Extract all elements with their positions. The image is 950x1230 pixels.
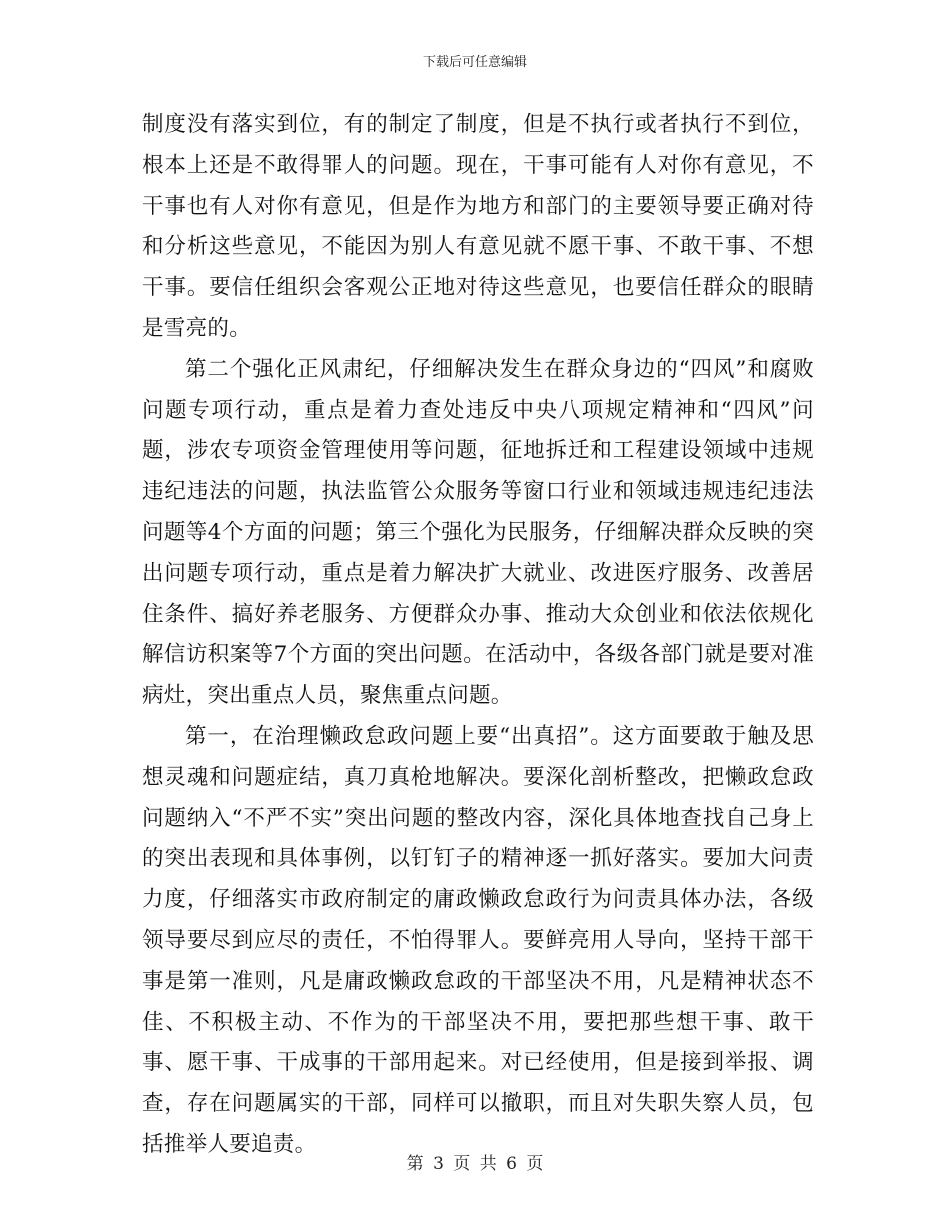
page-number-footer: 第 3 页 共 6 页 (406, 1154, 544, 1174)
paragraph-1: 制度没有落实到位，有的制定了制度，但是不执行或者执行不到位，根本上还是不敢得罪人的问题。现在，干事可能有人对你有意见，不干事也有人对你有意见，但是作为地方和部门的主要领导要正确对待和分析这些意见，不能因为别人有意见就不愿干事、不敢干事、不想干事。要信任组织会客观公正地对待这些意见，也要信任群众的眼睛是雪亮的。 (142, 112, 814, 341)
document-body (142, 105, 814, 1166)
paragraph-3: 第一，在治理懒政怠政问题上要“出真招”。这方面要敢于触及思想灵魂和问题症结，真刀真枪地解决。要深化剖析整改，把懒政怠政问题纳入“不严不实”突出问题的整改内容，深化具体地查找自己身上的突出表现和具体事例，以钉钉子的精神逐一抓好落实。要加大问责力度，仔细落实市政府制定的庸政懒政怠政行为问责具体办法，各级领导要尽到应尽的责任，不怕得罪人。要鲜亮用人导向，坚持干部干事是第一准则，凡是庸政懒政怠政的干部坚决不用，凡是精神状态不佳、不积极主动、不作为的干部坚决不用，要把那些想干事、敢干事、愿干事、干成事的干部用起来。对已经使用，但是接到举报、调查，存在问题属实的干部，同样可以撤职，而且对失职失察人员，包括推举人要追责。 (142, 723, 814, 1157)
paragraph-2: 第二个强化正风肃纪，仔细解决发生在群众身边的“四风”和腐败问题专项行动，重点是着力查处违反中央八项规定精神和“四风”问题，涉农专项资金管理使用等问题，征地拆迁和工程建设领域中违规违纪违法的问题，执法监管公众服务等窗口行业和领域违规违纪违法问题等4个方面的问题；第三个强化为民服务，仔细解决群众反映的突出问题专项行动，重点是着力解决扩大就业、改进医疗服务、改善居住条件、搞好养老服务、方便群众办事、推动大众创业和依法依规化解信访积案等7个方面的突出问题。在活动中，各级各部门就是要对准病灶，突出重点人员，聚焦重点问题。 (142, 356, 814, 709)
page-header: 下载后可任意编辑 (422, 55, 527, 70)
